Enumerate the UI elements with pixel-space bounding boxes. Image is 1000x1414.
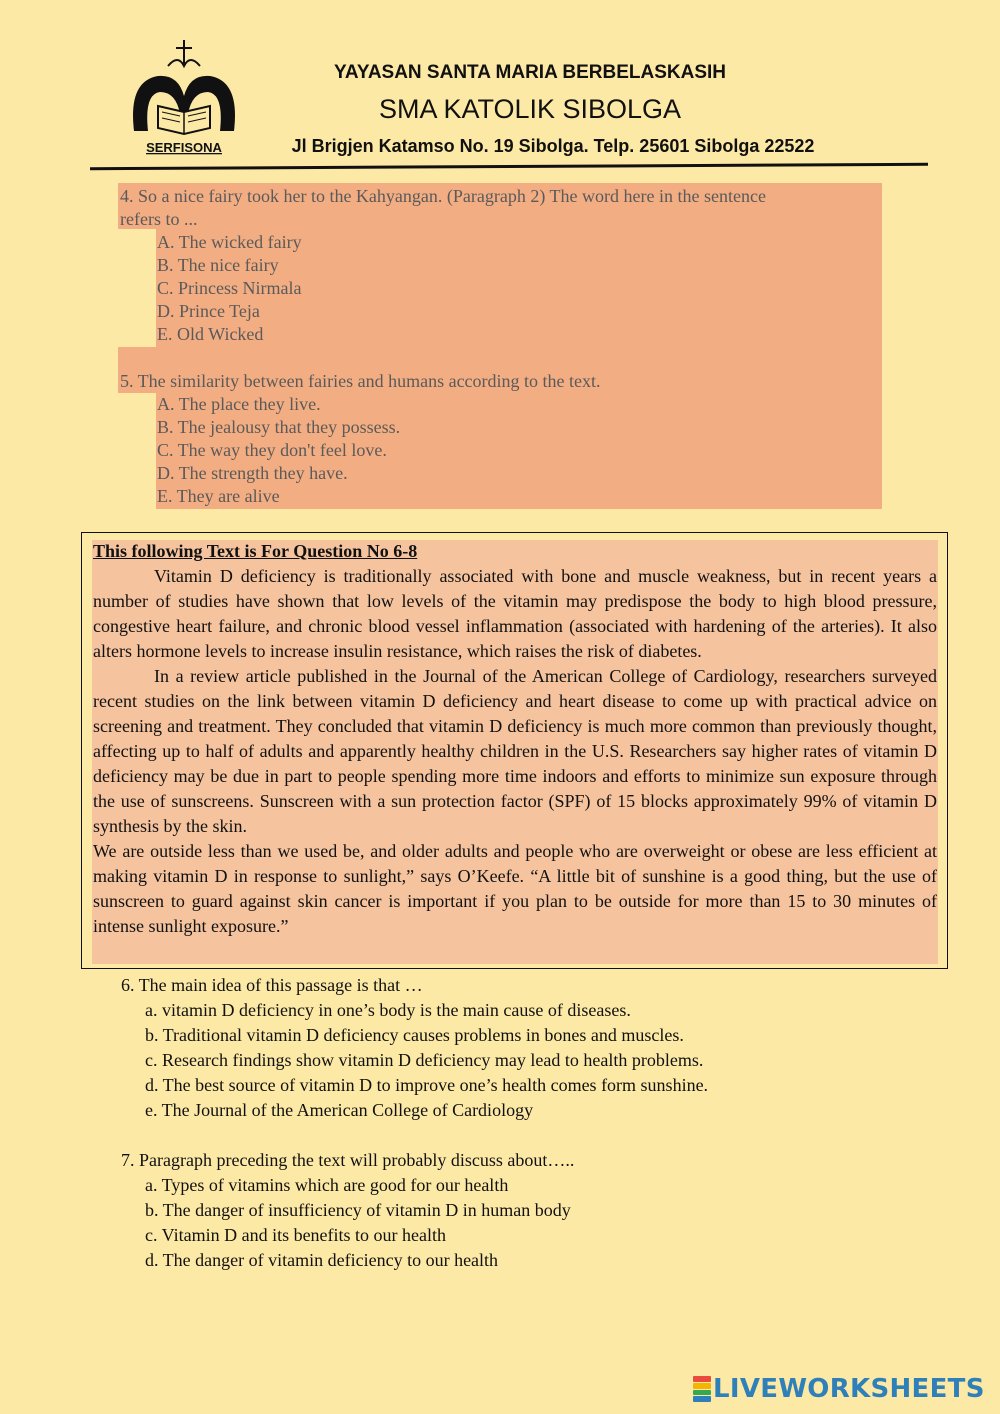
liveworksheets-brand[interactable]	[693, 1374, 985, 1404]
school-logo	[128, 36, 240, 158]
passage-paragraph-2: In a review article published in the Journal of the American College of Cardiology, researchers surveyed recent studies on the link between vitamin D deficiency and heart disease to come up with practical advice on screening and treatment. They concluded that vitamin D deficiency is much more common than previously thought, affecting up to half of adults and apparently healthy children in the U.S. Researchers say higher rates of vitamin D deficiency may be due in part to people spending more time indoors and efforts to minimize sun exposure through the use of sunscreens. Sunscreen with a sun protection factor (SPF) of 15 blocks approximately 99% of vitamin D synthesis by the skin.	[93, 666, 937, 836]
question-7: 7. Paragraph preceding the text will probably discuss about…..	[121, 1150, 575, 1170]
brand-text: LIVEWORKSHEETS	[713, 1374, 985, 1404]
q6-option-e[interactable]: e. The Journal of the American College of Cardiology	[145, 1100, 534, 1120]
question-4-line-1: 4. So a nice fairy took her to the Kahyangan. (Paragraph 2) The word here in the sentence	[120, 186, 766, 206]
q5-option-c[interactable]: C. The way they don't feel love.	[157, 440, 387, 460]
brand-icon	[693, 1376, 711, 1402]
q6-option-a[interactable]: a. vitamin D deficiency in one’s body is the main cause of diseases.	[145, 1000, 631, 1020]
foundation-name: YAYASAN SANTA MARIA BERBELASKASIH	[333, 62, 727, 83]
questions-4-5-block	[118, 183, 882, 509]
q4-option-e[interactable]: E. Old Wicked	[157, 324, 264, 344]
passage-title: This following Text is For Question No 6-8	[93, 541, 418, 561]
question-4-line-2: refers to ...	[120, 209, 198, 229]
q7-option-b[interactable]: b. The danger of insufficiency of vitamin D in human body	[145, 1200, 571, 1220]
school-name: SMA KATOLIK SIBOLGA	[378, 94, 682, 124]
q4-option-c[interactable]: C. Princess Nirmala	[157, 278, 302, 298]
passage-paragraph-3: We are outside less than we used be, and older adults and people who are overweight or obese are less efficient at making vitamin D in response to sunlight,” says O’Keefe. “A little bit of sunshine is a good thing, but the use of sunscreen to guard against skin cancer is important if you plan to be outside for more than 15 to 30 minutes of intense sunlight exposure.”	[93, 841, 937, 936]
question-6: 6. The main idea of this passage is that …	[121, 975, 423, 995]
school-address: Jl Brigjen Katamso No. 19 Sibolga. Telp. 25601 Sibolga 22522	[291, 136, 815, 156]
q4-option-d[interactable]: D. Prince Teja	[157, 301, 260, 321]
q5-option-b[interactable]: B. The jealousy that they possess.	[157, 417, 401, 437]
q4-option-b[interactable]: B. The nice fairy	[157, 255, 279, 275]
q6-option-d[interactable]: d. The best source of vitamin D to improve one’s health comes form sunshine.	[145, 1075, 709, 1095]
q7-option-a[interactable]: a. Types of vitamins which are good for our health	[145, 1175, 509, 1195]
q7-option-c[interactable]: c. Vitamin D and its benefits to our health	[145, 1225, 447, 1245]
logo-text: SERFISONA	[146, 140, 222, 155]
q4-option-a[interactable]: A. The wicked fairy	[157, 232, 302, 252]
passage-paragraph-1: Vitamin D deficiency is traditionally associated with bone and muscle weakness, but in recent years a number of studies have shown that low levels of the vitamin may predispose the body to high blood pressure, congestive heart failure, and chronic blood vessel inflammation (associated with hardening of the arteries). It also alters hormone levels to increase insulin resistance, which raises the risk of diabetes.	[93, 566, 937, 661]
reading-passage	[93, 539, 937, 939]
q5-option-e[interactable]: E. They are alive	[157, 486, 280, 506]
header-divider	[90, 163, 928, 170]
q7-option-d[interactable]: d. The danger of vitamin deficiency to our health	[145, 1250, 499, 1270]
q5-option-a[interactable]: A. The place they live.	[157, 394, 321, 414]
q6-option-c[interactable]: c. Research findings show vitamin D deficiency may lead to health problems.	[145, 1050, 704, 1070]
question-5: 5. The similarity between fairies and humans according to the text.	[120, 371, 601, 391]
q6-option-b[interactable]: b. Traditional vitamin D deficiency causes problems in bones and muscles.	[145, 1025, 684, 1045]
q5-option-d[interactable]: D. The strength they have.	[157, 463, 348, 483]
